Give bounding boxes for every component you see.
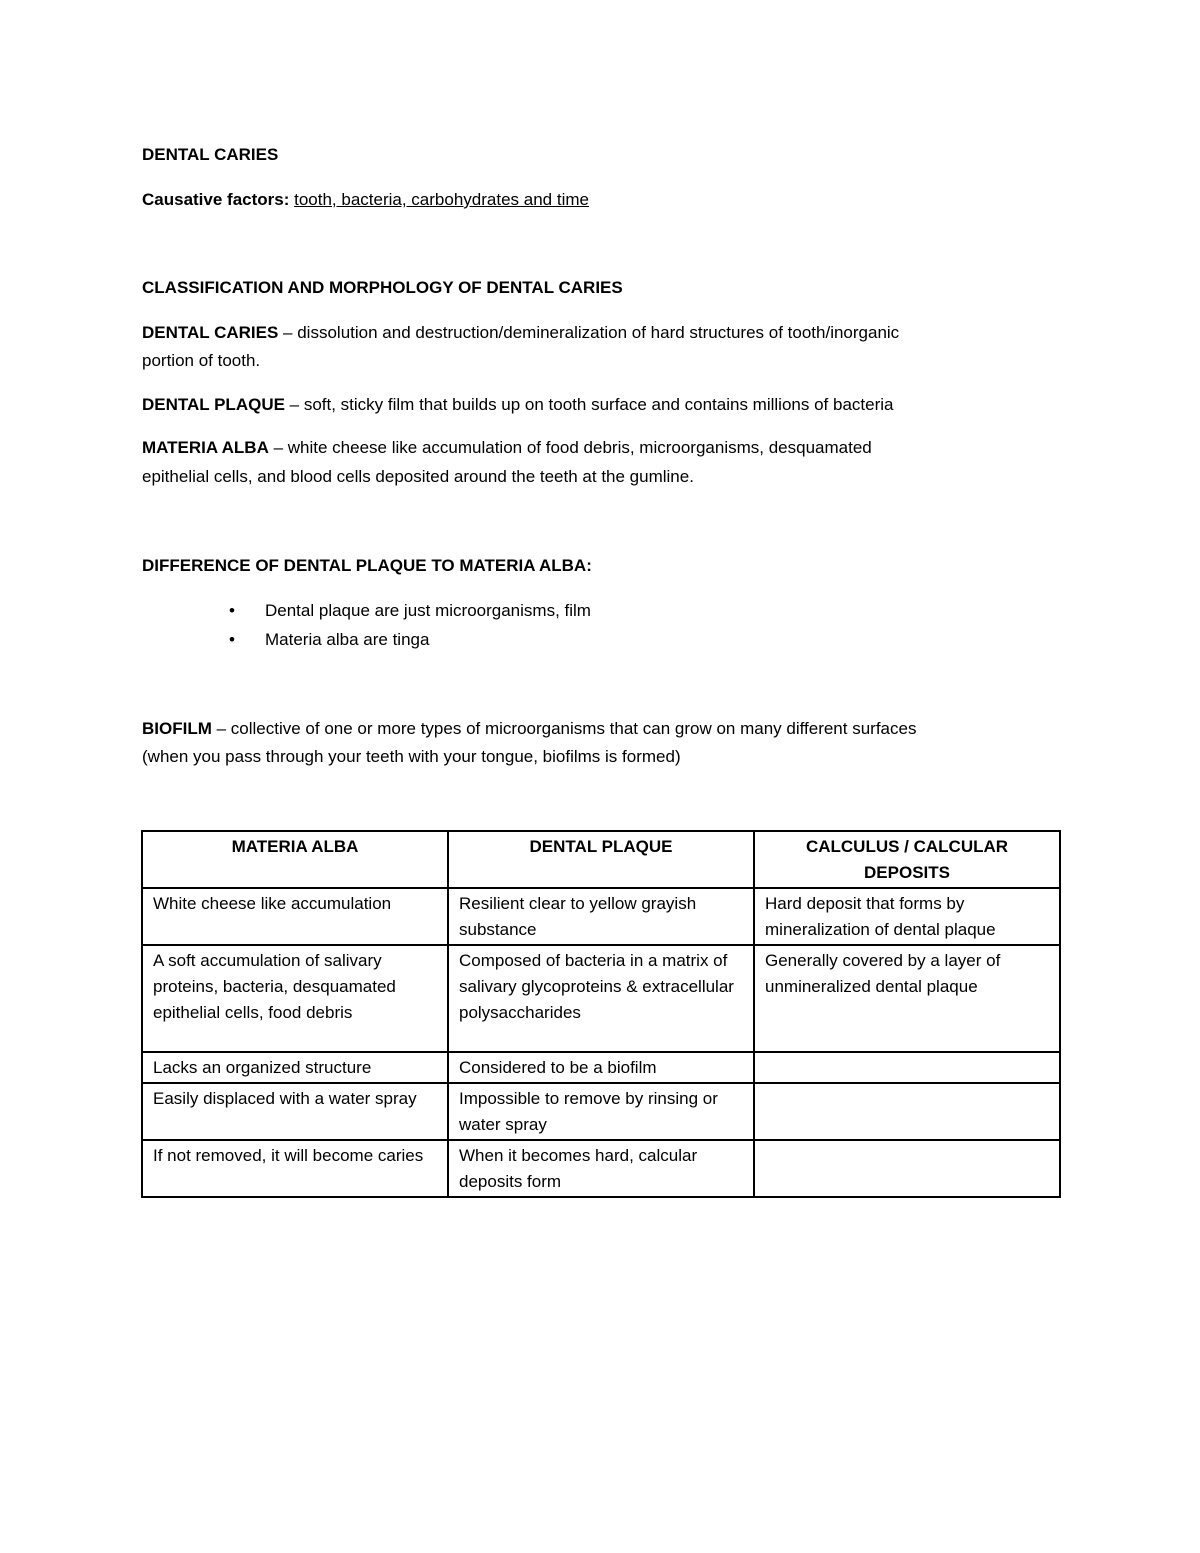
definition-text: – dissolution and destruction/demineralization of hard structures of tooth/inorganic (278, 323, 900, 342)
table-cell: Hard deposit that forms by mineralization of dental plaque (754, 888, 1060, 945)
table-cell: If not removed, it will become caries (142, 1140, 448, 1197)
table-cell: Lacks an organized structure (142, 1052, 448, 1083)
comparison-table (141, 830, 1061, 1198)
table-row (142, 1083, 1060, 1140)
definition-dental-caries (142, 319, 899, 347)
definition-term: MATERIA ALBA (142, 438, 269, 457)
header-calculus: CALCULUS / CALCULAR DEPOSITS (754, 831, 1060, 888)
biofilm-definition (142, 715, 916, 743)
table-cell: Generally covered by a layer of unmineralized dental plaque (754, 945, 1060, 1052)
table-cell (754, 1052, 1060, 1083)
table-cell: Easily displaced with a water spray (142, 1083, 448, 1140)
definition-dental-caries-cont: portion of tooth. (142, 351, 261, 370)
definition-text: – collective of one or more types of microorganisms that can grow on many different surfaces (211, 719, 917, 738)
definition-materia-alba (142, 434, 872, 462)
table-cell: Impossible to remove by rinsing or water spray (448, 1083, 754, 1140)
definition-text: – soft, sticky film that builds up on tooth surface and contains millions of bacteria (284, 395, 894, 414)
section-heading: CLASSIFICATION AND MORPHOLOGY OF DENTAL CARIES (142, 278, 623, 297)
difference-item: Materia alba are tinga (265, 630, 430, 649)
causative-label: Causative factors: (142, 190, 290, 209)
table-cell: Considered to be a biofilm (448, 1052, 754, 1083)
definition-term: DENTAL PLAQUE (142, 395, 285, 414)
table-cell: Composed of bacteria in a matrix of salivary glycoproteins & extracellular polysaccharides (448, 945, 754, 1052)
biofilm-definition-cont: (when you pass through your teeth with your tongue, biofilms is formed) (142, 747, 681, 766)
table-row (142, 1052, 1060, 1083)
definition-term: DENTAL CARIES (142, 323, 279, 342)
table-cell: White cheese like accumulation (142, 888, 448, 945)
header-dental-plaque: DENTAL PLAQUE (448, 831, 754, 888)
table-row (142, 1140, 1060, 1197)
table-cell: When it becomes hard, calcular deposits form (448, 1140, 754, 1197)
table-header-row (142, 831, 1060, 888)
table-cell (754, 1140, 1060, 1197)
definition-term: BIOFILM (142, 719, 212, 738)
header-materia-alba: MATERIA ALBA (142, 831, 448, 888)
definition-materia-alba-cont: epithelial cells, and blood cells deposited around the teeth at the gumline. (142, 467, 694, 486)
document-title: DENTAL CARIES (142, 145, 279, 164)
bullet-icon: • (229, 601, 235, 620)
difference-heading: DIFFERENCE OF DENTAL PLAQUE TO MATERIA ALBA: (142, 556, 592, 575)
table-cell (754, 1083, 1060, 1140)
table-cell: A soft accumulation of salivary proteins, bacteria, desquamated epithelial cells, food debris (142, 945, 448, 1052)
definition-dental-plaque (142, 391, 893, 419)
causative-factors (142, 186, 589, 214)
definition-text: – white cheese like accumulation of food debris, microorganisms, desquamated (268, 438, 872, 457)
difference-item: Dental plaque are just microorganisms, film (265, 601, 591, 620)
bullet-icon: • (229, 630, 235, 649)
table-row (142, 945, 1060, 1052)
table-row (142, 888, 1060, 945)
causative-value: tooth, bacteria, carbohydrates and time (294, 190, 589, 209)
table-cell: Resilient clear to yellow grayish substance (448, 888, 754, 945)
